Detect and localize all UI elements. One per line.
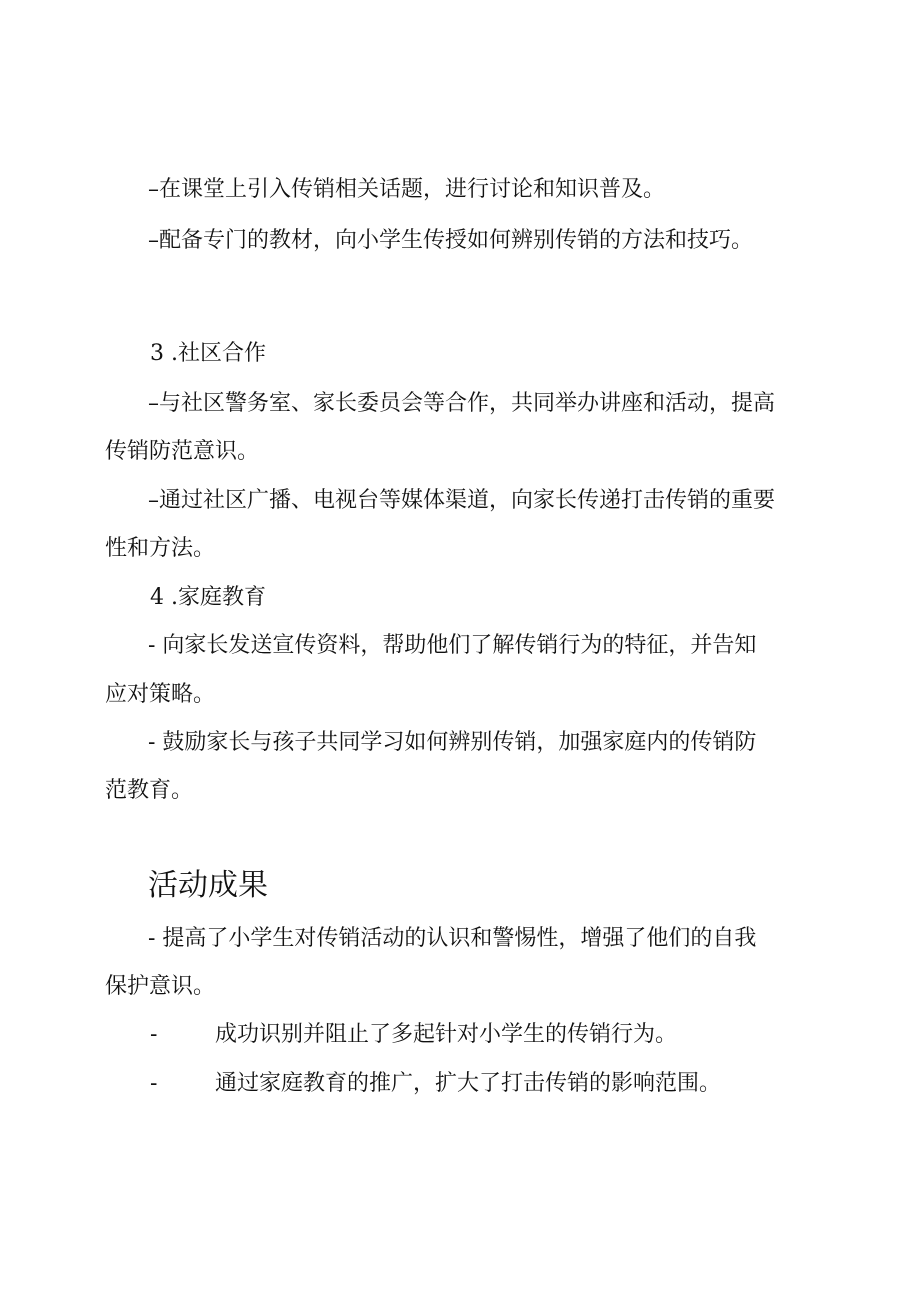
community-item-2-line-2: 性和方法。 [105,536,216,561]
results-item-1-line-2: 保护意识。 [105,974,216,999]
results-item-1-line-1: - 提高了小学生对传销活动的认识和警惕性，增强了他们的自我 [148,926,757,951]
family-item-1-line-2: 应对策略。 [105,682,216,707]
results-item-2-dash: - [150,1022,158,1047]
family-section-title: 4 .家庭教育 [150,585,266,610]
family-item-2-line-1: - 鼓励家长与孩子共同学习如何辨别传销，加强家庭内的传销防 [148,730,757,755]
family-item-2-line-2: 范教育。 [105,778,194,803]
results-item-3-dash: - [150,1071,158,1096]
results-item-3-text: 通过家庭教育的推广，扩大了打击传销的影响范围。 [215,1071,722,1096]
results-heading: 活动成果 [148,868,268,903]
school-item-1: –在课堂上引入传销相关话题，进行讨论和知识普及。 [148,177,666,202]
community-section-title: 3 .社区合作 [150,341,266,366]
school-item-2: –配备专门的教材，向小学生传授如何辨别传销的方法和技巧。 [148,228,754,253]
community-item-1-line-1: –与社区警务室、家长委员会等合作，共同举办讲座和活动，提高 [148,391,776,416]
family-item-1-line-1: - 向家长发送宣传资料，帮助他们了解传销行为的特征，并告知 [148,633,757,658]
results-item-2-text: 成功识别并阻止了多起针对小学生的传销行为。 [215,1022,678,1047]
community-item-1-line-2: 传销防范意识。 [105,439,260,464]
community-item-2-line-1: –通过社区广播、电视台等媒体渠道，向家长传递打击传销的重要 [148,488,776,513]
